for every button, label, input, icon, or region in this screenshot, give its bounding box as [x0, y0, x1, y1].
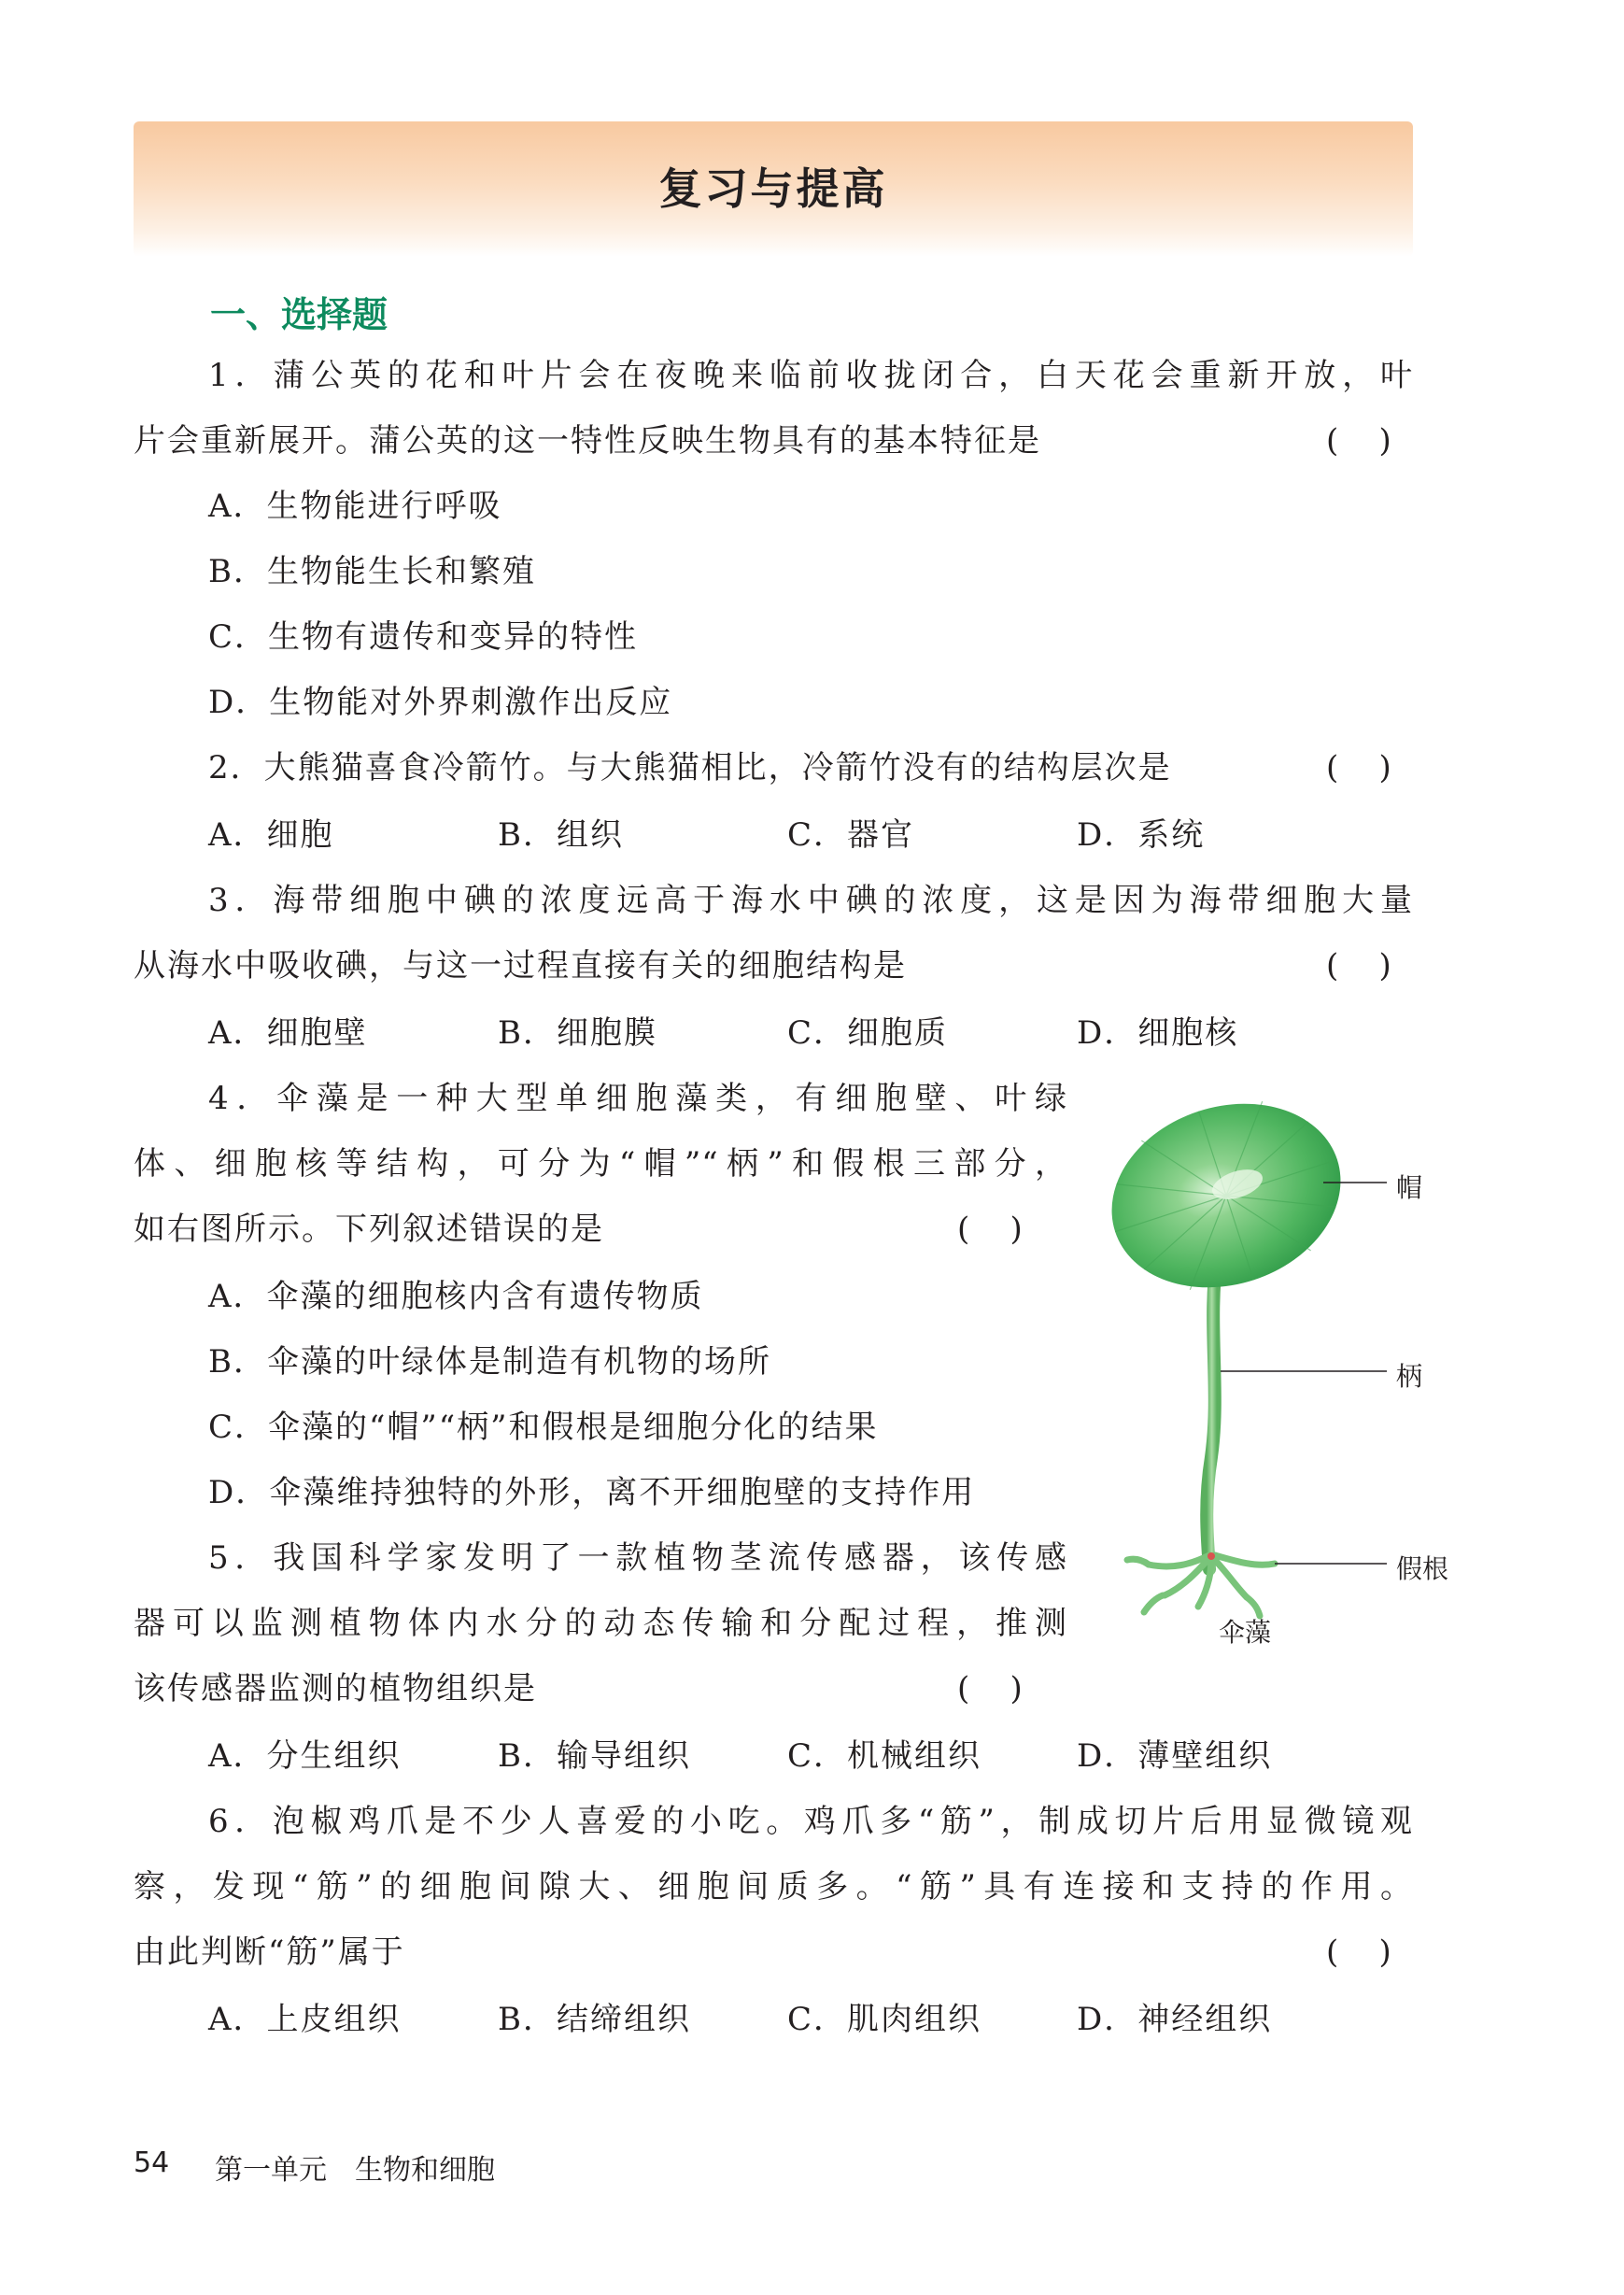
q5-line2: 器可以监测植物体内水分的动态传输和分配过程，推测	[134, 1605, 1067, 1642]
q6-line2: 察，发现“筋”的细胞间隙大、细胞间质多。“筋”具有连接和支持的作用。	[134, 1868, 1413, 1905]
q1-option-d: D．生物能对外界刺激作出反应	[208, 684, 673, 721]
q4-option-d: D．伞藻维持独特的外形，离不开细胞壁的支持作用	[208, 1474, 976, 1511]
q4-option-b: B．伞藻的叶绿体是制造有机物的场所	[208, 1343, 771, 1381]
nucleus-dot	[1207, 1552, 1215, 1560]
q3-option-c: C．细胞质	[787, 1014, 949, 1052]
q6-option-c: C．肌肉组织	[787, 2001, 982, 2038]
q5-line3: 该传感器监测的植物组织是	[134, 1670, 537, 1707]
q6-option-a: A．上皮组织	[208, 2001, 402, 2038]
q1-option-b: B．生物能生长和繁殖	[208, 553, 536, 590]
q5-option-b: B．输导组织	[498, 1737, 691, 1775]
q5-option-a: A．分生组织	[208, 1737, 402, 1775]
q3-option-b: B．细胞膜	[498, 1014, 657, 1052]
footer-chapter: 生物和细胞	[355, 2154, 495, 2187]
rhizoid-shape	[1127, 1555, 1275, 1616]
q3-answer-blank: ( )	[1326, 947, 1391, 985]
q1-answer-blank: ( )	[1326, 422, 1391, 460]
footer-unit: 第一单元	[215, 2154, 327, 2187]
q2-option-d: D．系统	[1077, 816, 1206, 854]
q3-option-a: A．细胞壁	[208, 1014, 368, 1052]
cap-label: 帽	[1396, 1172, 1423, 1203]
q1-line2: 片会重新展开。蒲公英的这一特性反映生物具有的基本特征是	[134, 422, 1041, 460]
q1-line1: 1．蒲公英的花和叶片会在夜晚来临前收拢闭合，白天花会重新开放，叶	[208, 357, 1413, 394]
rhizoid-label: 假根	[1396, 1553, 1449, 1584]
q5-answer-blank: ( )	[957, 1670, 1023, 1707]
q4-option-a: A．伞藻的细胞核内含有遗传物质	[208, 1278, 704, 1315]
page-number: 54	[134, 2146, 170, 2179]
q1-option-c: C．生物有遗传和变异的特性	[208, 618, 639, 656]
stalk-label: 柄	[1396, 1361, 1423, 1392]
q4-line1: 4．伞藻是一种大型单细胞藻类，有细胞壁、叶绿	[208, 1080, 1067, 1117]
q2-answer-blank: ( )	[1326, 749, 1391, 786]
q2-option-c: C．器官	[787, 816, 915, 854]
figure-caption: 伞藻	[1219, 1617, 1272, 1648]
q4-option-c: C．伞藻的“帽”“柄”和假根是细胞分化的结果	[208, 1409, 879, 1446]
q2-line1: 2．大熊猫喜食冷箭竹。与大熊猫相比，冷箭竹没有的结构层次是	[208, 749, 1172, 786]
q3-line2: 从海水中吸收碘，与这一过程直接有关的细胞结构是	[134, 947, 907, 985]
q4-answer-blank: ( )	[957, 1211, 1023, 1248]
stalk-shape	[1207, 1256, 1217, 1569]
section-heading: 一、选择题	[210, 294, 388, 335]
q3-option-d: D．细胞核	[1077, 1014, 1239, 1052]
q1-option-a: A．生物能进行呼吸	[208, 488, 502, 525]
q5-option-c: C．机械组织	[787, 1737, 982, 1775]
q6-answer-blank: ( )	[1326, 1934, 1391, 1971]
q6-option-b: B．结缔组织	[498, 2001, 691, 2038]
q6-option-d: D．神经组织	[1077, 2001, 1273, 2038]
q5-line1: 5．我国科学家发明了一款植物茎流传感器，该传感	[208, 1539, 1067, 1577]
cap-shape	[1107, 1084, 1364, 1316]
q6-line1: 6．泡椒鸡爪是不少人喜爱的小吃。鸡爪多“筋”，制成切片后用显微镜观	[208, 1803, 1413, 1840]
q5-option-d: D．薄壁组织	[1077, 1737, 1273, 1775]
page-title: 复习与提高	[658, 163, 888, 214]
q3-line1: 3．海带细胞中碘的浓度远高于海水中碘的浓度，这是因为海带细胞大量	[208, 882, 1413, 919]
q4-line2: 体、细胞核等结构，可分为“帽”“柄”和假根三部分，	[134, 1145, 1067, 1183]
q4-line3: 如右图所示。下列叙述错误的是	[134, 1211, 604, 1248]
q2-option-a: A．细胞	[208, 816, 334, 854]
acetabularia-figure	[1107, 1084, 1480, 1663]
q2-option-b: B．组织	[498, 816, 624, 854]
q6-line3: 由此判断“筋”属于	[134, 1934, 405, 1971]
